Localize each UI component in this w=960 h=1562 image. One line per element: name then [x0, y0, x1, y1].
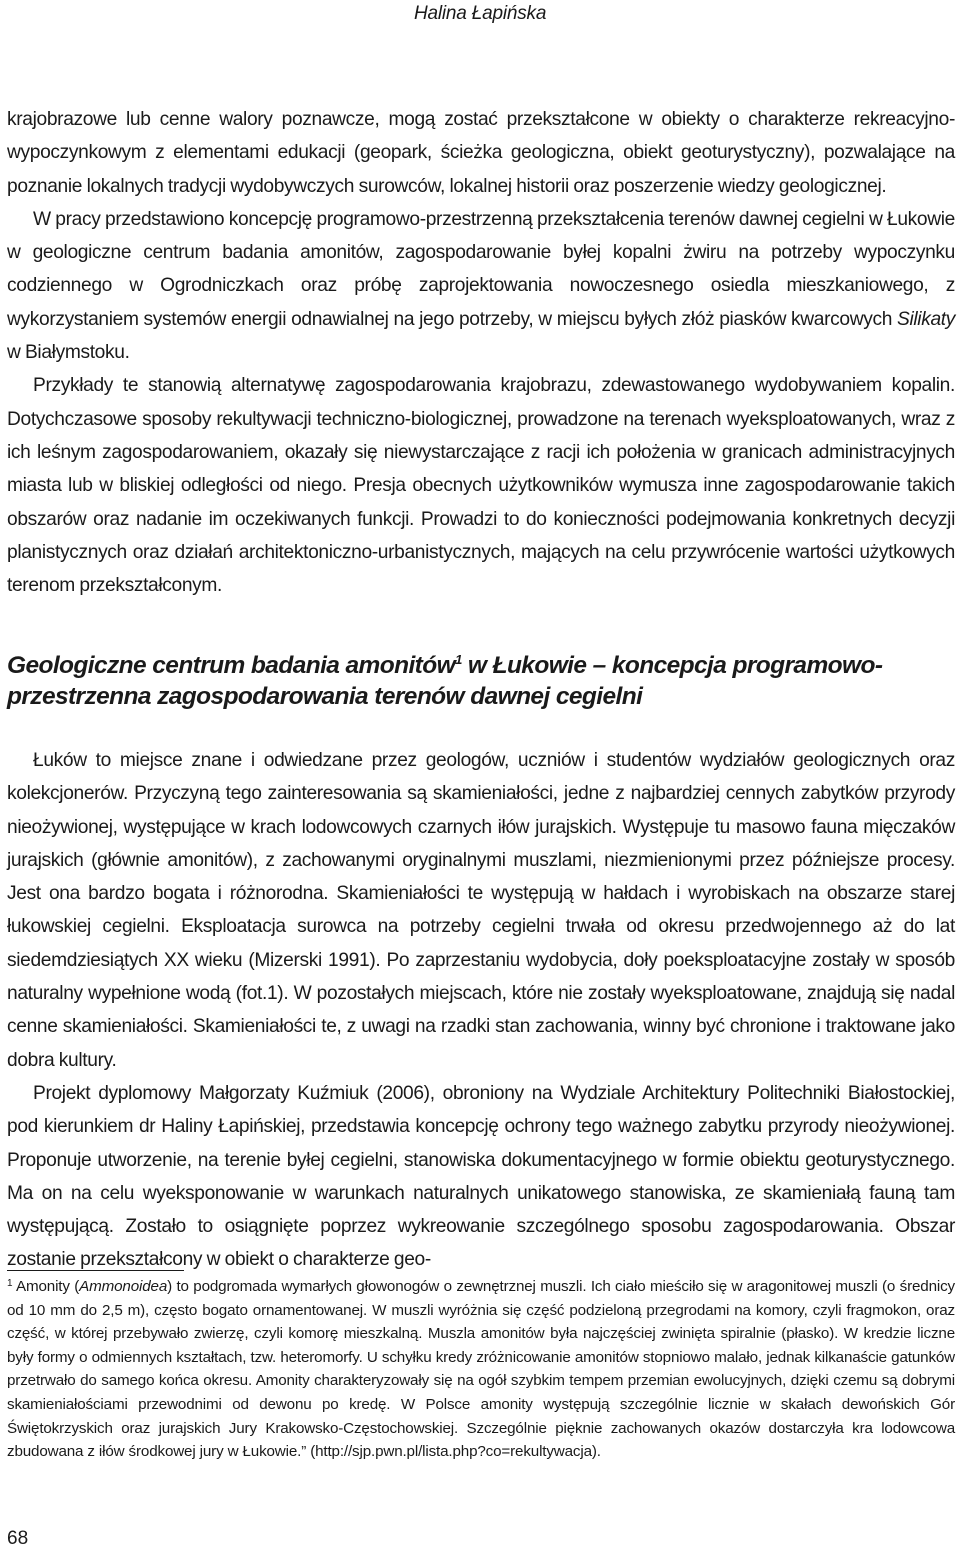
page-number: 68: [7, 1528, 29, 1549]
paragraph-scope-main: W pracy przedstawiono koncepcję programowo-przestrzenną przekształcenia terenów dawnej cegielni w Łukowie w geologiczne centrum badania amonitów, zagospodarowanie byłej kopalni żwiru na potrzeby wypoczynku codziennego w Ogrodniczkach oraz próbę zaprojektowania nowoczesnego osiedla mieszkaniowego, z wykorzystaniem systemów energii odnawialnej na jego potrzeby, w miejscu byłych złóż piasków kwarcowych: [7, 208, 955, 330]
paragraph-diploma-project: Projekt dyplomowy Małgorzaty Kuźmiuk (2006), obroniony na Wydziale Architektury Politechniki Białostockiej, pod kierunkiem dr Haliny Łapińskiej, przedstawia koncepcję ochrony tego ważnego zabytku przyrody nieożywionej. Proponuje utworzenie, na terenie byłej cegielni, stanowiska dokumentacyjnego w formie obiektu geoturystycznego. Ma on na celu wyeksponowanie w warunkach naturalnych unikatowego stanowiska, ze skamieniałą fauną tam występującą. Zostało to osiągnięte poprzez wykreowanie szczególnego sposobu zagospodarowania. Obszar zostanie przekształcony w obiekt o charakterze geo-: [7, 1082, 955, 1271]
footnote-ref-mark: 1: [455, 652, 462, 667]
footnote-text-before: Amonity (: [12, 1278, 80, 1295]
paragraph-scope-end: w Białymstoku.: [7, 342, 130, 364]
paragraph-scope: [7, 203, 955, 369]
body-text-bottom: [7, 744, 955, 1277]
footnote-text-after: ) to podgromada wymarłych głowonogów o zewnętrznej muszli. Ich ciało mieściło się w aragonitowej muszli (o średnicy od 10 mm do 2,5 m), często bogato ornamentowanej. W muszli wyróżnia się część podzieloną przegrodami na komory, czyli fragmokon, oraz część, w której przebywało zwierzę, czyli komorę mieszkalną. Muszla amonitów była najczęściej zwinięta spiralnie (płasko). W kredzie liczne były formy o odmiennych kształtach, tzw. heteromorfy. U schyłku kredy zróżnicowanie amonitów stopniowo malało, jednak kilkanaście gatunków przetrwało do samego końca okresu. Amonity charakteryzowały się na ogół szybkim tempem przemian ewolucyjnych, dzięki czemu są dobrymi skamieniałościami przewodnimi od dewonu po kredę. W Polsce amonity występują szczególnie licznie w skałach dewońskich Gór Świętokrzyskich oraz jurajskich Jury Krakowsko-Częstochowskiej. Szczególnie pięknie zachowanych okazów dostarczyła kra lodowcowa zbudowana z iłów środkowej jury w Łukowie.” (http://sjp.pwn.pl/lista.php?co=rekultywacja).: [7, 1278, 955, 1461]
section-title: [7, 650, 955, 712]
paragraph-alternatives: Przykłady te stanowią alternatywę zagospodarowania krajobrazu, zdewastowanego wydobywaniem kopalin. Dotychczasowe sposoby rekultywacji techniczno-biologicznej, prowadzone na terenach wyeksploatowanych, wraz z ich leśnym zagospodarowaniem, okazały się niewystarczające z racji ich położenia w granicach administracyjnych miasta lub w bliskiej odległości od niego. Presja obecnych użytkowników wymusza inne zagospodarowanie takich obszarów oraz nadanie im oczekiwanych funkcji. Prowadzi to do konieczności podejmowania konkretnych decyzji planistycznych oraz działań architektoniczno-urbanistycznych, mających na celu przywrócenie wartości użytkowych terenom przekształconym.: [7, 375, 955, 597]
footnote-rule: [7, 1270, 184, 1271]
section-title-part1: Geologiczne centrum badania amonitów: [7, 652, 456, 679]
footnote-latin-name: Ammonoidea: [79, 1278, 168, 1295]
silikaty-name: Silikaty: [897, 308, 955, 330]
paragraph-intro-continuation: krajobrazowe lub cenne walory poznawcze, mogą zostać przekształcone w obiekty o charakterze rekreacyjno-wypoczynkowym z elementami edukacji (geopark, ścieżka geologiczna, obiekt geoturystyczny), pozwalające na poznanie lokalnych tradycji wydobywczych surowców, lokalnej historii oraz poszerzenie wiedzy geologicznej.: [7, 109, 955, 197]
paragraph-lukow: Łuków to miejsce znane i odwiedzane przez geologów, uczniów i studentów wydziałów geologicznych oraz kolekcjonerów. Przyczyną tego zainteresowania są skamieniałości, jedne z najbardziej cennych zabytków przyrody nieożywionej, występujące w krach lodowcowych czarnych iłów jurajskich. Występuje tu masowo fauna mięczaków jurajskich (głównie amonitów), z zachowanymi oryginalnymi muszlami, niezmienionymi przez późniejsze procesy. Jest ona bardzo bogata i różnorodna. Skamieniałości te występują w hałdach i wyrobiskach na obszarze starej łukowskiej cegielni. Eksploatacja surowca na potrzeby cegielni trwała od okresu przedwojennego aż do lat siedemdziesiątych XX wieku (Mizerski 1991). Po zaprzestaniu wydobycia, doły poeksploatacyjne zostały w sposób naturalny wypełnione wodą (fot.1). W pozostałych miejscach, które nie zostały wyeksploatowane, znajdują się nadal cenne skamieniałości. Skamieniałości te, z uwagi na rzadki stan zachowania, winny być chronione i traktowane jako dobra kultury.: [7, 750, 955, 1071]
footnote-1: [7, 1275, 955, 1464]
body-text-top: [7, 103, 955, 602]
footnotes: [7, 1275, 955, 1464]
section-title-part2: w Łukowie – koncepcja programowo-przestrzenna zagospodarowania terenów dawnej cegielni: [7, 652, 883, 710]
footnote-mark: 1: [7, 1278, 13, 1289]
running-header: Halina Łapińska: [414, 3, 547, 24]
